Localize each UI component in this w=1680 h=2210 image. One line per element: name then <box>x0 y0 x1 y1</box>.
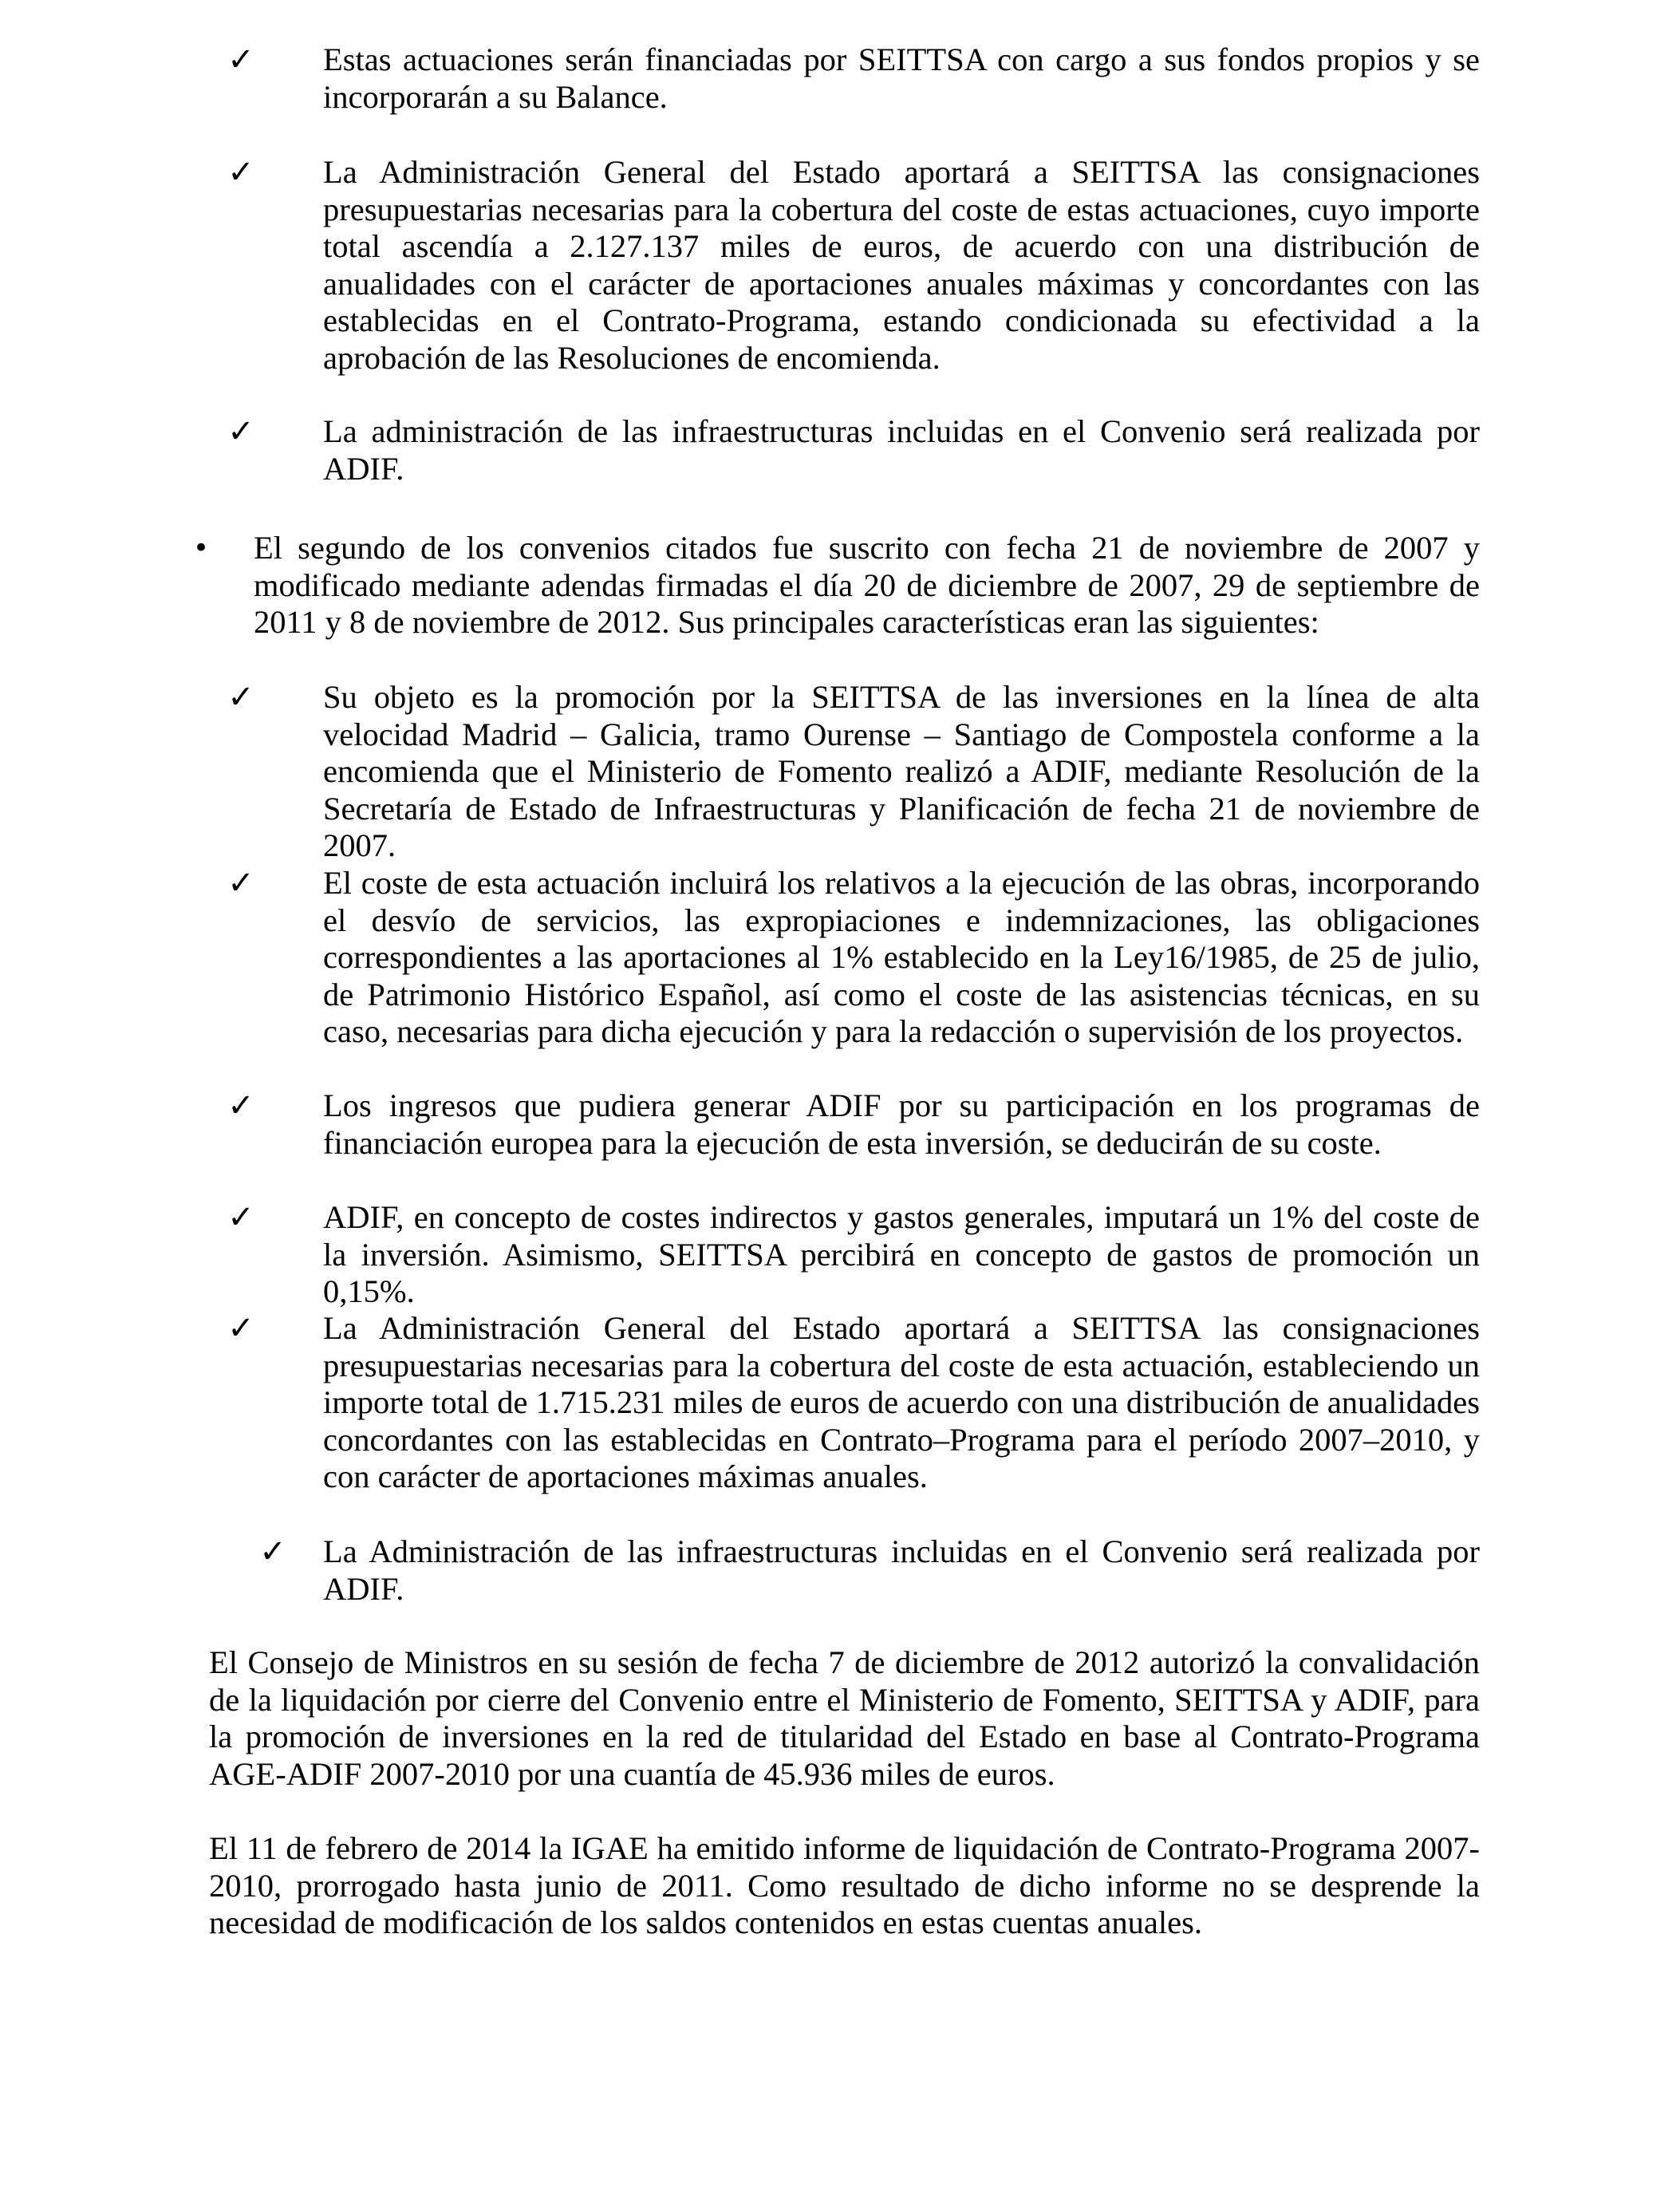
checkmark-icon: ✓ <box>227 865 254 902</box>
list-item-text: El coste de esta actuación incluirá los relativos a la ejecución de las obras, incorporando el desvío de servicios, las expropiaciones e indemnizaciones, las obligaciones correspondientes a las aportaciones al 1% establecido en la Ley16/1985, de 25 de julio, de Patrimonio Histórico Español, así como el coste de las asistencias técnicas, en su caso, necesarias para dicha ejecución y para la redacción o supervisión de los proyectos. <box>323 865 1480 1049</box>
checkmark-icon: ✓ <box>227 1199 254 1236</box>
checkmark-icon: ✓ <box>227 1087 254 1124</box>
list-item-text: La administración de las infraestructuras incluidas en el Convenio será realizada por ADIF. <box>323 413 1480 487</box>
list-item-text: Estas actuaciones serán financiadas por SEITTSA con cargo a sus fondos propios y se incorporarán a su Balance. <box>323 41 1480 115</box>
list-item-text: La Administración de las infraestructuras incluidas en el Convenio será realizada por ADIF. <box>323 1533 1480 1607</box>
checkmark-icon: ✓ <box>259 1533 286 1570</box>
list-item-text: Su objeto es la promoción por la SEITTSA de las inversiones en la línea de alta velocidad Madrid – Galicia, tramo Ourense – Santiago de Compostela conforme a la encomienda que el Ministerio de Fomento realizó a ADIF, mediante Resolución de la Secretaría de Estado de Infraestructuras y Planificación de fecha 21 de noviembre de 2007. <box>323 679 1480 863</box>
body-paragraph: El 11 de febrero de 2014 la IGAE ha emitido informe de liquidación de Contrato-Programa 2007-2010, prorrogado hasta junio de 2011. Como resultado de dicho informe no se desprende la necesidad de modificación de los saldos contenidos en estas cuentas anuales. <box>209 1830 1480 1940</box>
bullet-icon: • <box>192 532 210 564</box>
list-item-text: El segundo de los convenios citados fue suscrito con fecha 21 de noviembre de 2007 y modificado mediante adendas firmadas el día 20 de diciembre de 2007, 29 de septiembre de 2011 y 8 de noviembre de 2012. Sus principales características eran las siguientes: <box>254 530 1480 640</box>
list-item-text: La Administración General del Estado aportará a SEITTSA las consignaciones presupuestarias necesarias para la cobertura del coste de estas actuaciones, cuyo importe total ascendía a 2.127.137 miles de euros, de acuerdo con una distribución de anualidades con el carácter de aportaciones anuales máximas y concordantes con las establecidas en el Contrato-Programa, estando condicionada su efectividad a la aprobación de las Resoluciones de encomienda. <box>323 154 1480 376</box>
checkmark-icon: ✓ <box>227 679 254 716</box>
body-paragraph: El Consejo de Ministros en su sesión de fecha 7 de diciembre de 2012 autorizó la convalidación de la liquidación por cierre del Convenio entre el Ministerio de Fomento, SEITTSA y ADIF, para la promoción de inversiones en la red de titularidad del Estado en base al Contrato-Programa AGE-ADIF 2007-2010 por una cuantía de 45.936 miles de euros. <box>209 1644 1480 1792</box>
list-item-text: Los ingresos que pudiera generar ADIF por su participación en los programas de financiación europea para la ejecución de esta inversión, se deducirán de su coste. <box>323 1087 1480 1161</box>
checkmark-icon: ✓ <box>227 154 254 191</box>
list-item-text: ADIF, en concepto de costes indirectos y gastos generales, imputará un 1% del coste de la inversión. Asimismo, SEITTSA percibirá en concepto de gastos de promoción un 0,15%. <box>323 1199 1480 1309</box>
list-item-text: La Administración General del Estado aportará a SEITTSA las consignaciones presupuestarias necesarias para la cobertura del coste de esta actuación, estableciendo un importe total de 1.715.231 miles de euros de acuerdo con una distribución de anualidades concordantes con las establecidas en Contrato–Programa para el período 2007–2010, y con carácter de aportaciones máximas anuales. <box>323 1310 1480 1494</box>
checkmark-icon: ✓ <box>227 1310 254 1347</box>
checkmark-icon: ✓ <box>227 41 254 78</box>
checkmark-icon: ✓ <box>227 413 254 450</box>
